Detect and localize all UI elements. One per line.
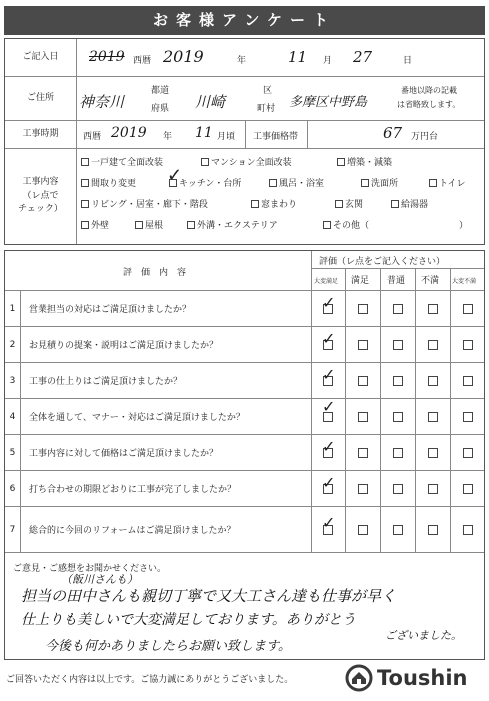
- checkbox-icon[interactable]: [337, 158, 345, 166]
- option-toilet[interactable]: トイレ: [429, 176, 466, 189]
- entry-date-label: ご記入日: [5, 39, 77, 76]
- entry-year-unit: 年: [237, 56, 247, 66]
- checkbox-icon[interactable]: [187, 221, 195, 229]
- checkbox-icon[interactable]: [81, 200, 89, 208]
- option-extension[interactable]: 増築・減築: [337, 155, 392, 168]
- work-era: 西暦: [83, 132, 102, 142]
- price-label: 工事価格帯: [253, 132, 299, 142]
- entry-month-unit: 月: [323, 56, 333, 66]
- checkbox-icon[interactable]: [81, 221, 89, 229]
- entry-era: 西暦: [133, 56, 152, 66]
- work-year-unit: 年: [163, 132, 173, 142]
- question-text: 工事内容に対して価格はご満足頂けましたか？: [29, 449, 219, 459]
- address-label: ご住所: [5, 77, 77, 120]
- question-text: お見積りの提案・説明はご満足頂けましたか？: [29, 341, 219, 351]
- rating-checkbox[interactable]: [393, 340, 403, 350]
- rating-checkbox[interactable]: [358, 484, 368, 494]
- rating-checkbox[interactable]: [463, 448, 473, 458]
- checkbox-icon[interactable]: [429, 179, 437, 187]
- col-normal: 普通: [387, 276, 406, 286]
- price-unit: 万円台: [411, 132, 439, 142]
- comment-line-2-tail: ございました。: [385, 629, 462, 642]
- comments-label: ご意見・ご感想をお聞かせください。: [13, 564, 167, 574]
- page-title: お客様アンケート: [4, 6, 485, 35]
- struck-year: 2019: [89, 49, 125, 65]
- option-other[interactable]: その他（: [323, 218, 369, 231]
- question-row: 6 打ち合わせの期限どおりに工事が完了しましたか？ ✓: [5, 471, 484, 507]
- comment-insert: （飯川さんも）: [61, 573, 138, 586]
- work-period-label: 工事時期: [5, 121, 77, 148]
- comment-line-3: 今後も何かありましたらお願い致します。: [45, 639, 291, 654]
- rating-header: [5, 251, 484, 291]
- address-note-line1: 番地以降の記載: [401, 86, 457, 95]
- question-text: 総合的に今回のリフォームはご満足頂けましたか？: [29, 526, 236, 536]
- checkbox-icon[interactable]: [81, 179, 89, 187]
- prefecture-unit-bottom: 府県: [151, 104, 170, 114]
- option-other-close: ）: [459, 221, 469, 231]
- option-layout-change[interactable]: 間取り変更: [81, 176, 136, 189]
- option-windows[interactable]: 窓まわり: [251, 197, 297, 210]
- prefecture-unit-top: 都道: [151, 86, 170, 96]
- question-row: 7 総合的に今回のリフォームはご満足頂けましたか？ ✓: [5, 507, 484, 553]
- rating-checkbox[interactable]: [393, 448, 403, 458]
- option-entrance[interactable]: 玄関: [335, 197, 363, 210]
- col-satisfied: 満足: [351, 276, 370, 286]
- logo-text: Toushin: [377, 666, 468, 690]
- company-logo: [345, 664, 468, 692]
- rating-section: [4, 250, 485, 660]
- rating-checkbox[interactable]: [428, 525, 438, 535]
- rating-checkbox[interactable]: [358, 412, 368, 422]
- checkbox-icon[interactable]: [269, 179, 277, 187]
- address-note-line2: は省略致します。: [397, 100, 461, 109]
- checkbox-icon[interactable]: [391, 200, 399, 208]
- rating-checkbox[interactable]: [463, 484, 473, 494]
- entry-day-unit: 日: [403, 56, 413, 66]
- question-text: 全体を通して、マナー・対応はご満足頂けましたか？: [29, 413, 245, 423]
- rating-checkbox[interactable]: [428, 448, 438, 458]
- col-very-satisfied: 大変満足: [314, 278, 339, 285]
- question-text: 営業担当の対応はご満足頂けましたか？: [29, 305, 192, 315]
- option-bath[interactable]: 風呂・浴室: [269, 176, 324, 189]
- option-washroom[interactable]: 洗面所: [361, 176, 398, 189]
- col-dissatisfied: 不満: [421, 276, 440, 286]
- rating-checkbox[interactable]: [393, 484, 403, 494]
- option-mansion-full[interactable]: マンション全面改装: [201, 155, 292, 168]
- rating-checkbox[interactable]: [393, 412, 403, 422]
- question-text: 打ち合わせの期限どおりに工事が完了しましたか？: [29, 485, 237, 495]
- rating-checkbox[interactable]: [358, 525, 368, 535]
- entry-year: 2019: [163, 47, 204, 66]
- question-row: 4 全体を通して、マナー・対応はご満足頂けましたか？ ✓: [5, 399, 484, 435]
- checkbox-icon[interactable]: [323, 221, 331, 229]
- work-year: 2019: [111, 125, 147, 141]
- checkbox-icon[interactable]: [251, 200, 259, 208]
- question-row: 5 工事内容に対して価格はご満足頂けましたか？ ✓: [5, 435, 484, 471]
- rating-checkbox[interactable]: [428, 484, 438, 494]
- option-exterior[interactable]: 外溝・エクステリア: [187, 218, 278, 231]
- rating-checkbox[interactable]: [358, 376, 368, 386]
- header-rating: 評価（レ点をご記入ください）: [319, 257, 446, 267]
- checkbox-icon[interactable]: [81, 158, 89, 166]
- rating-checkbox[interactable]: [358, 448, 368, 458]
- check-mark: ✓: [322, 473, 336, 492]
- check-mark: ✓: [322, 329, 336, 348]
- rating-checkbox[interactable]: [393, 525, 403, 535]
- footer-note: ご回答いただく内容は以上です。ご協力誠にありがとうございました。: [6, 675, 294, 685]
- comments-area[interactable]: [5, 559, 484, 659]
- option-exterior-wall[interactable]: 外壁: [81, 218, 109, 231]
- prefecture-handwritten: 神奈川: [79, 93, 125, 111]
- rating-checkbox[interactable]: [463, 304, 473, 314]
- work-period-row: [5, 121, 484, 149]
- entry-date-row: [5, 39, 484, 77]
- city-unit-bottom: 町村: [257, 104, 276, 114]
- rating-checkbox[interactable]: [463, 340, 473, 350]
- checkbox-icon[interactable]: [135, 221, 143, 229]
- question-row: 2 お見積りの提案・説明はご満足頂けましたか？ ✓: [5, 327, 484, 363]
- rating-checkbox[interactable]: [428, 376, 438, 386]
- house-logo-icon: [345, 664, 373, 692]
- option-living[interactable]: リビング・居室・廊下・階段: [81, 197, 208, 210]
- option-detached-full[interactable]: 一戸建て全面改装: [81, 155, 163, 168]
- work-month: 11: [195, 125, 213, 141]
- customer-info-section: [4, 38, 485, 245]
- town-handwritten: 多摩区中野島: [289, 95, 368, 110]
- checkbox-icon[interactable]: [361, 179, 369, 187]
- rating-checkbox[interactable]: [428, 304, 438, 314]
- kitchen-check-mark: ✓: [167, 165, 183, 186]
- question-row: 1 営業担当の対応はご満足頂けましたか？ ✓: [5, 291, 484, 327]
- rating-checkbox[interactable]: [463, 525, 473, 535]
- city-unit-top: 区: [263, 86, 273, 96]
- rating-checkbox[interactable]: [358, 340, 368, 350]
- check-mark: ✓: [322, 397, 336, 416]
- comment-line-2: 仕上りも美しいで大変満足しております。ありがとう: [21, 612, 356, 628]
- question-text: 工事の仕上りはご満足頂けましたか？: [29, 377, 183, 387]
- rating-checkbox[interactable]: [428, 340, 438, 350]
- rating-checkbox[interactable]: [393, 304, 403, 314]
- rating-checkbox[interactable]: [358, 304, 368, 314]
- option-kitchen[interactable]: キッチン・台所: [169, 176, 241, 189]
- comment-line-1: 担当の田中さんも親切丁寧で又大工さん達も仕事が早く: [21, 587, 397, 605]
- check-mark: ✓: [322, 365, 336, 384]
- checkbox-icon[interactable]: [335, 200, 343, 208]
- check-mark: ✓: [322, 293, 336, 312]
- option-roof[interactable]: 屋根: [135, 218, 163, 231]
- work-content-label: 工事内容 （レ点で チェック）: [5, 149, 77, 244]
- rating-checkbox[interactable]: [463, 412, 473, 422]
- option-water-heater[interactable]: 給湯器: [391, 197, 428, 210]
- address-row: [5, 77, 484, 121]
- city-handwritten: 川崎: [195, 93, 226, 111]
- col-very-dissatisfied: 大変不満: [452, 278, 477, 285]
- check-mark: ✓: [322, 437, 336, 456]
- check-mark: ✓: [322, 513, 336, 532]
- entry-month: 11: [288, 48, 308, 66]
- header-content: 評 価 内 容: [123, 268, 187, 278]
- rating-checkbox[interactable]: [428, 412, 438, 422]
- question-row: 3 工事の仕上りはご満足頂けましたか？ ✓: [5, 363, 484, 399]
- rating-checkbox[interactable]: [463, 376, 473, 386]
- entry-day: 27: [353, 48, 373, 66]
- checkbox-icon[interactable]: [201, 158, 209, 166]
- price-value: 67: [383, 124, 403, 142]
- work-month-unit: 月頃: [217, 132, 236, 142]
- work-content-row: [5, 149, 484, 244]
- rating-checkbox[interactable]: [393, 376, 403, 386]
